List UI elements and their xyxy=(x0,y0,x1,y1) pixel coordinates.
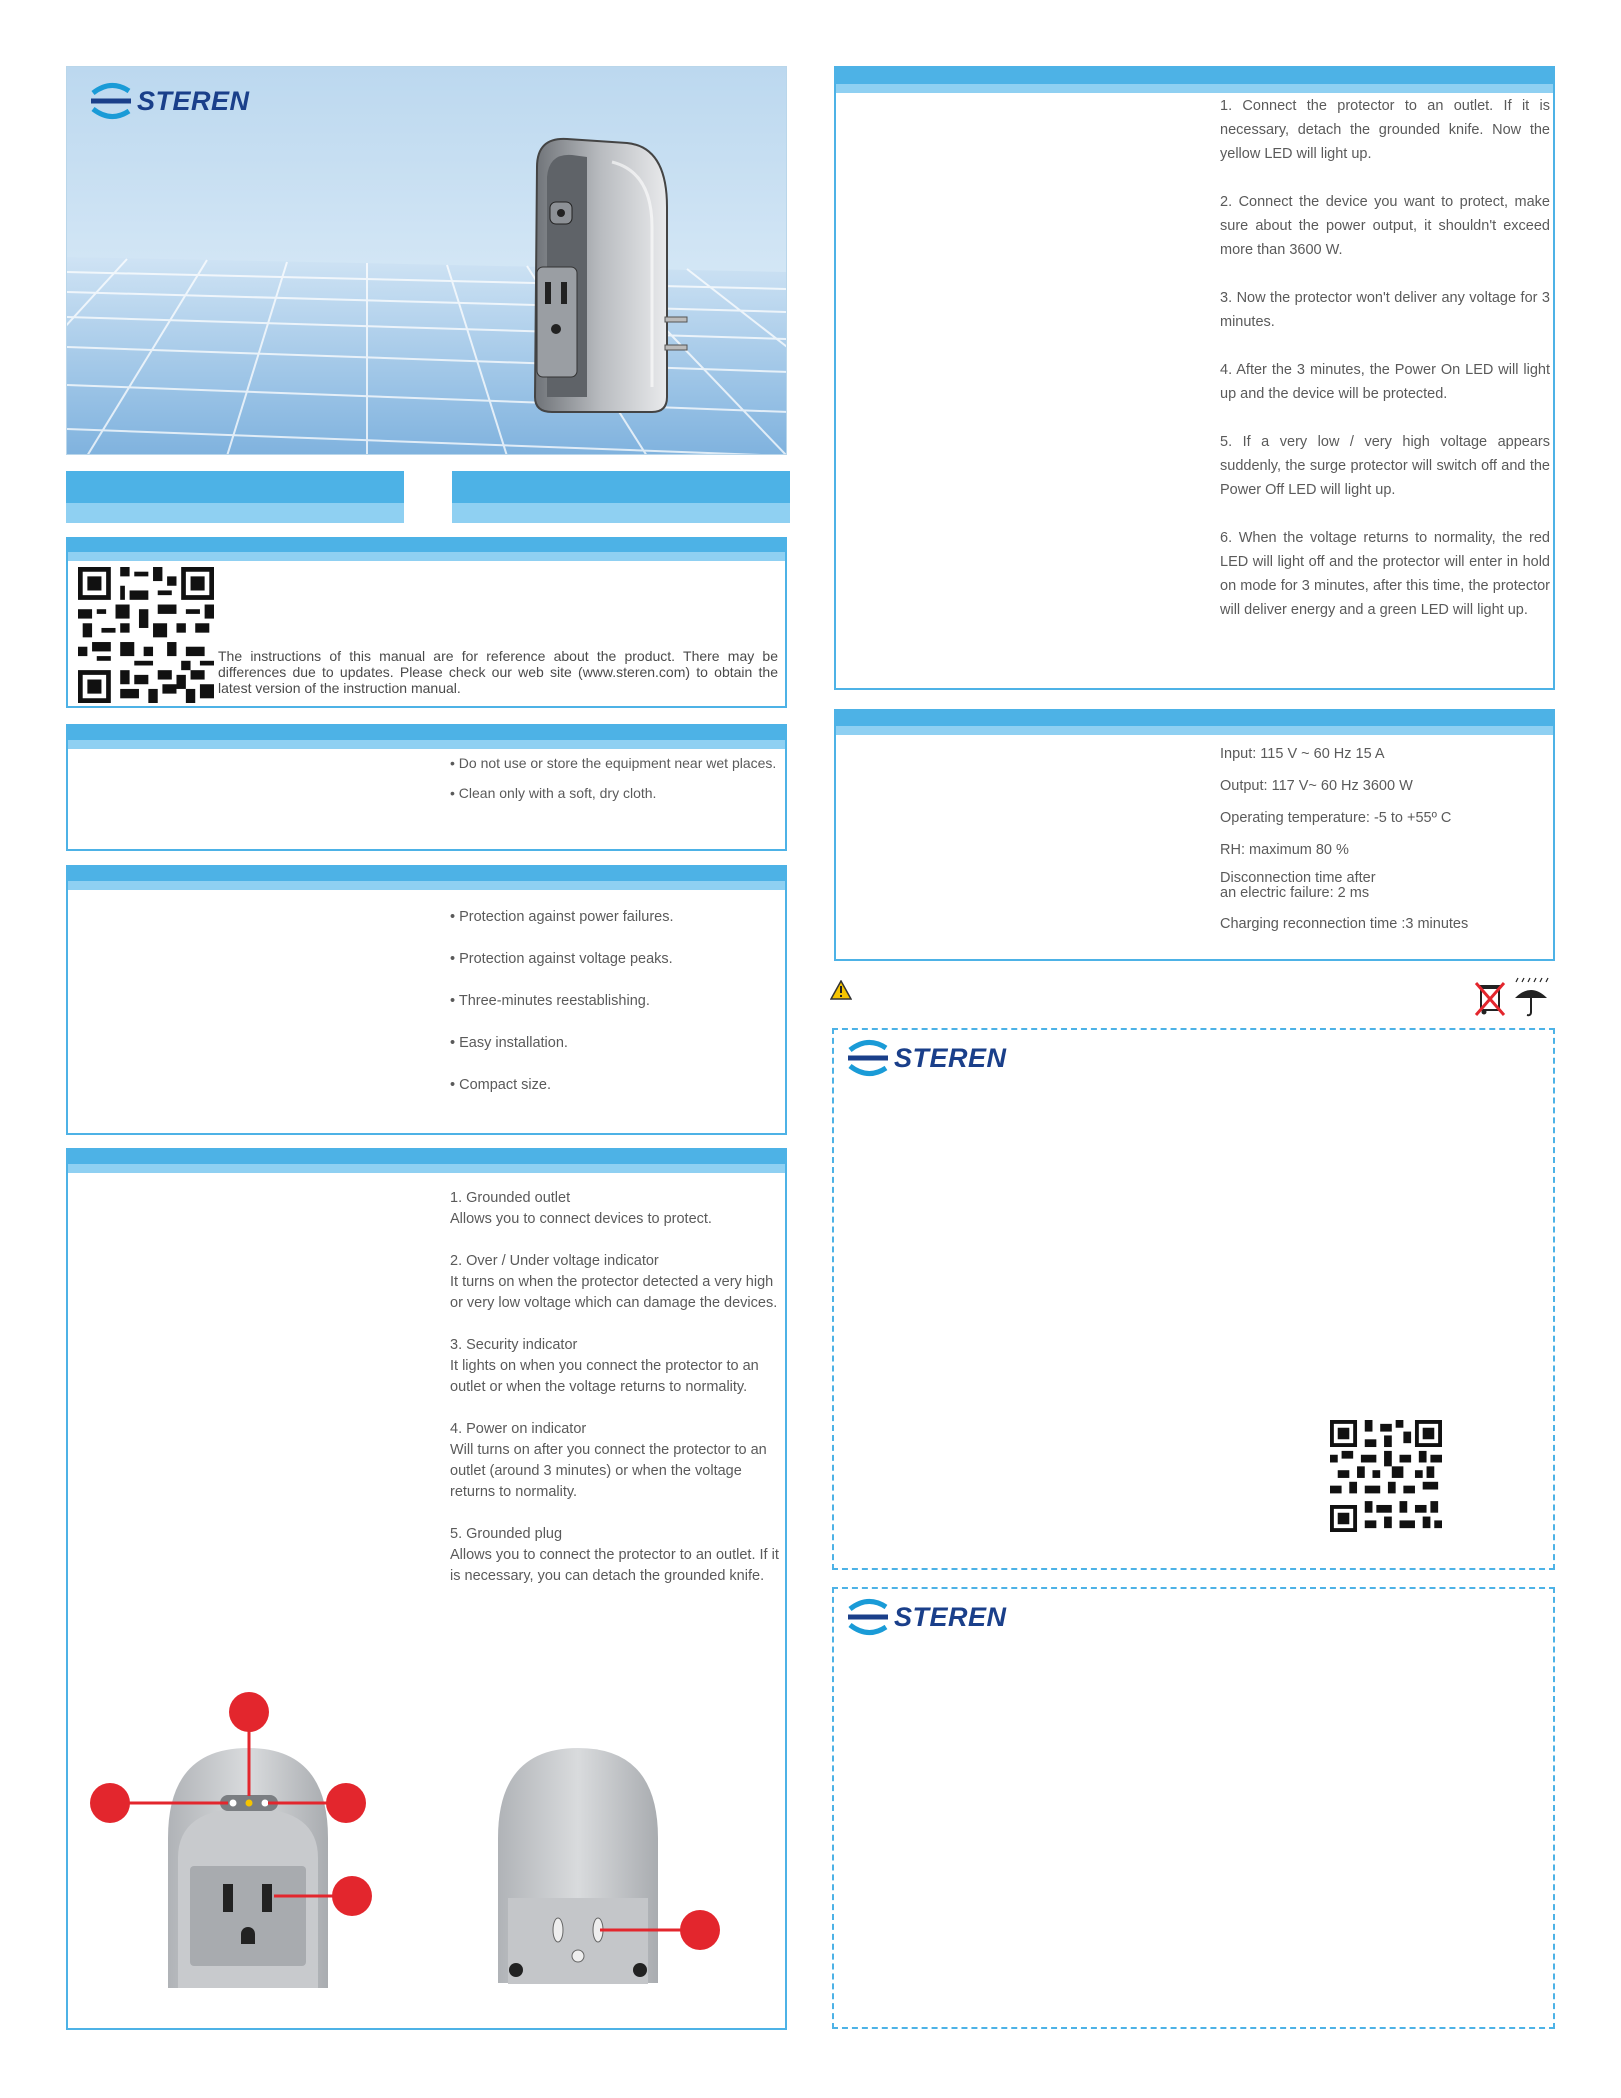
features-list xyxy=(450,907,780,1095)
brand-name: STEREN xyxy=(894,1042,1007,1073)
qr-code-icon xyxy=(1330,1420,1442,1532)
feature-item: • Easy installation. xyxy=(450,1035,568,1051)
feature-item: • Three-minutes reestablishing. xyxy=(450,993,650,1009)
part-desc: It turns on when the protector detected a very high or very low voltage which can damage the devices. xyxy=(450,1274,778,1311)
header-bar-right xyxy=(452,471,790,523)
hero-banner xyxy=(66,66,787,455)
part-desc: Allows you to connect devices to protect. xyxy=(450,1211,712,1227)
section-header xyxy=(68,867,785,890)
feature-item: • Compact size. xyxy=(450,1077,551,1093)
device-back-diagram xyxy=(478,1688,778,2008)
warranty-card xyxy=(832,1587,1555,2029)
usage-step: 6. When the voltage returns to normality, the red LED will light off and the protector will enter in hold on mode for 3 minutes, after this time, the protector will deliver energy and a green LED will light up. xyxy=(1220,530,1550,618)
brand-logo xyxy=(846,1597,1007,1637)
steren-logo-icon xyxy=(846,1597,890,1637)
usage-steps xyxy=(1220,94,1550,622)
hero-illustration xyxy=(67,67,787,455)
section-header xyxy=(836,711,1553,735)
section-header xyxy=(68,1150,785,1173)
usage-step: 4. After the 3 minutes, the Power On LED will light up and the device will be protected. xyxy=(1220,362,1550,402)
brand-logo xyxy=(846,1038,1007,1078)
usage-step: 3. Now the protector won't deliver any voltage for 3 minutes. xyxy=(1220,290,1550,330)
parts-box xyxy=(66,1148,787,2030)
keep-dry-icon xyxy=(1512,976,1550,1018)
callout-marker xyxy=(90,1783,130,1823)
spec-item: Operating temperature: -5 to +55º C xyxy=(1220,810,1452,826)
parts-list xyxy=(450,1188,780,1587)
header-bar-left xyxy=(66,471,404,523)
device-front-diagram xyxy=(78,1688,408,2008)
spec-item: Input: 115 V ~ 60 Hz 15 A xyxy=(1220,746,1385,762)
callout-marker xyxy=(326,1783,366,1823)
spec-item: Disconnection time after an electric failure: 2 ms xyxy=(1220,870,1376,901)
usage-step: 5. If a very low / very high voltage appears suddenly, the surge protector will switch off and the Power Off LED will light up. xyxy=(1220,434,1550,498)
section-header xyxy=(68,539,785,561)
usage-step: 2. Connect the device you want to protect, make sure about the power output, it shouldn't exceed more than 3600 W. xyxy=(1220,194,1550,258)
brand-name: STEREN xyxy=(894,1601,1007,1632)
usage-step: 1. Connect the protector to an outlet. If it is necessary, detach the grounded knife. Now the yellow LED will light up. xyxy=(1220,98,1550,162)
part-desc: Will turns on after you connect the protector to an outlet (around 3 minutes) or when the voltage returns to normality. xyxy=(450,1442,767,1500)
safety-item: • Clean only with a soft, dry cloth. xyxy=(450,785,657,801)
spec-item: Charging reconnection time :3 minutes xyxy=(1220,916,1469,932)
feature-item: • Protection against voltage peaks. xyxy=(450,951,673,967)
specs-box xyxy=(834,709,1555,961)
qr-notice-box xyxy=(66,537,787,708)
safety-list xyxy=(450,755,780,801)
section-header xyxy=(836,68,1553,93)
safety-box xyxy=(66,724,787,851)
warranty-card xyxy=(832,1028,1555,1570)
warning-icon xyxy=(830,980,852,1000)
specs-list xyxy=(1220,745,1550,933)
part-title: 3. Security indicator xyxy=(450,1337,578,1353)
callout-marker xyxy=(229,1692,269,1732)
section-header xyxy=(68,726,785,749)
spec-item: Output: 117 V~ 60 Hz 3600 W xyxy=(1220,778,1413,794)
safety-item: • Do not use or store the equipment near wet places. xyxy=(450,755,777,771)
steren-logo-icon xyxy=(89,81,133,121)
brand-logo xyxy=(89,81,250,121)
brand-name: STEREN xyxy=(137,85,250,116)
qr-notice-text: The instructions of this manual are for reference about the product. There may be differences due to updates. Please check our web site (www.steren.com) to obtain the latest version of the instruction manual. xyxy=(218,648,778,696)
part-title: 4. Power on indicator xyxy=(450,1421,587,1437)
callout-marker xyxy=(680,1910,720,1950)
part-desc: Allows you to connect the protector to an outlet. If it is necessary, you can detach the grounded knife. xyxy=(450,1547,779,1584)
usage-box xyxy=(834,66,1555,690)
features-box xyxy=(66,865,787,1135)
part-title: 1. Grounded outlet xyxy=(450,1190,571,1206)
part-desc: It lights on when you connect the protector to an outlet or when the voltage returns to normality. xyxy=(450,1358,759,1395)
qr-code-icon xyxy=(78,567,214,703)
weee-bin-icon xyxy=(1474,978,1506,1018)
callout-marker xyxy=(332,1876,372,1916)
steren-logo-icon xyxy=(846,1038,890,1078)
part-title: 2. Over / Under voltage indicator xyxy=(450,1253,659,1269)
feature-item: • Protection against power failures. xyxy=(450,909,674,925)
spec-item: RH: maximum 80 % xyxy=(1220,842,1349,858)
part-title: 5. Grounded plug xyxy=(450,1526,563,1542)
